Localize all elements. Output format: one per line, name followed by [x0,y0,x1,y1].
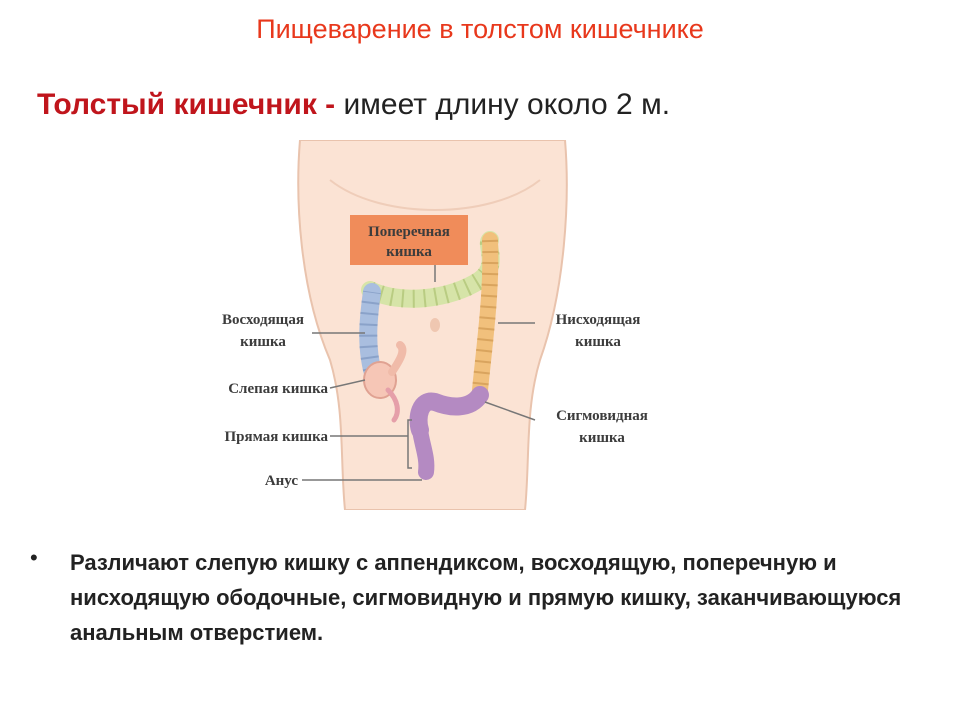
bullet-item [30,545,910,650]
label-sigmoid-line2: кишка [579,430,625,446]
label-cecum: Слепая кишка [228,381,328,397]
navel [430,318,440,332]
bullet-text: Различают слепую кишку с аппендиксом, восходящую, поперечную и нисходящую ободочные, сигмовидную и прямую кишку, заканчивающуюся анальным отверстием. [70,550,902,645]
label-ascending-line2: кишка [240,334,286,350]
slide-title: Пищеварение в толстом кишечнике [256,14,704,44]
label-rectum: Прямая кишка [224,429,328,445]
rectum [420,430,426,472]
large-intestine-illustration [180,140,700,510]
label-descending-line2: кишка [575,334,621,350]
subtitle-text: имеет длину около 2 м. [343,88,671,121]
label-sigmoid-line1: Сигмовидная [556,408,648,424]
label-anus: Анус [264,473,298,489]
label-transverse-line1: Поперечная [368,224,450,240]
subtitle-term: Толстый кишечник - [37,88,344,121]
label-descending-line1: Нисходящая [555,312,641,328]
subtitle [37,88,670,122]
label-ascending-line1: Восходящая [222,312,304,328]
bullet-marker: • [30,545,38,570]
label-transverse-line2: кишка [386,244,432,260]
